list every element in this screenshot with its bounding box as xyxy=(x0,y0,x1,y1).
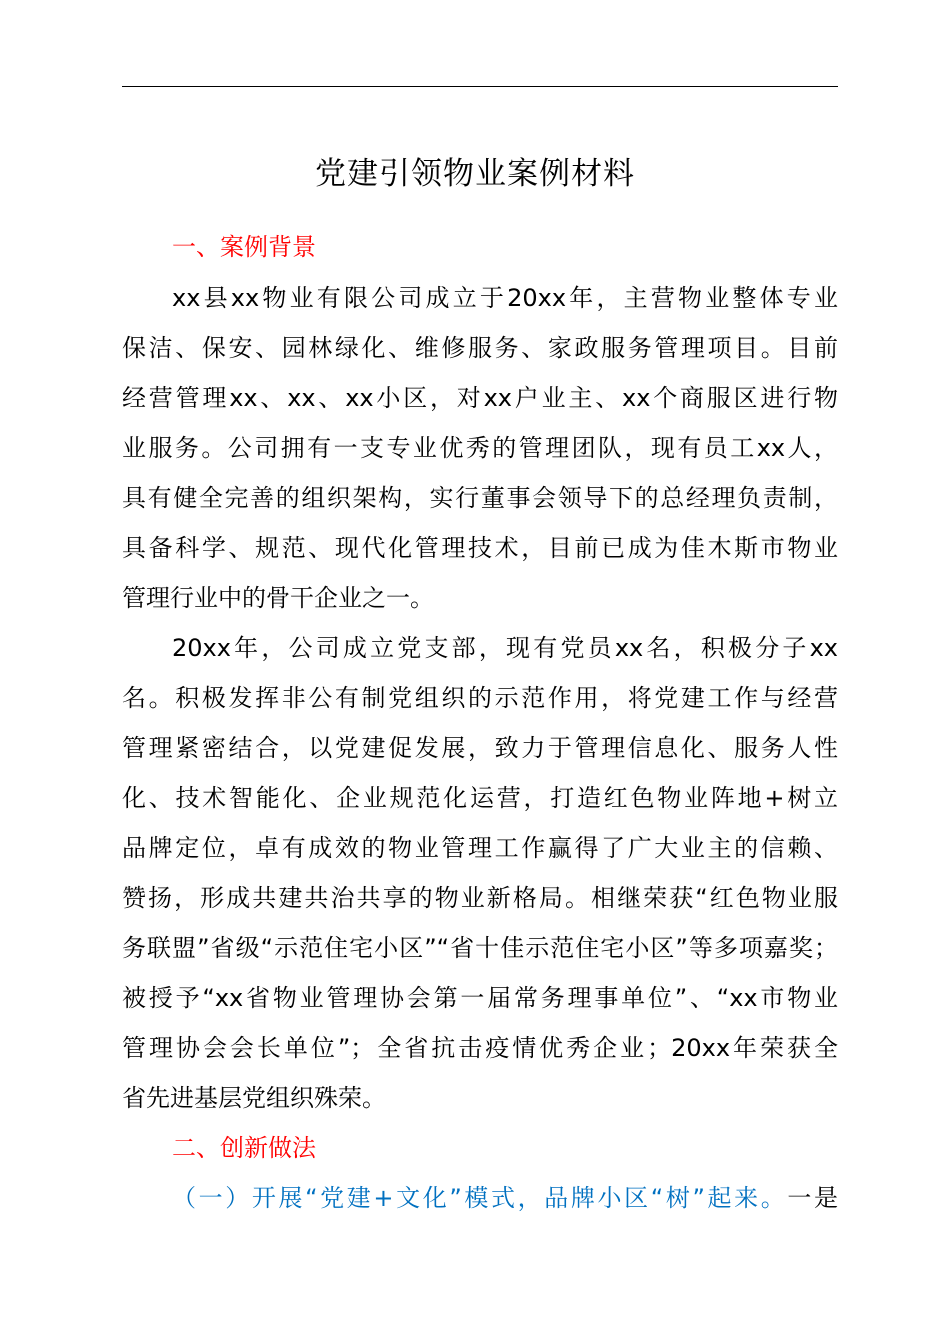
paragraph-line: 省先进基层党组织殊荣。 xyxy=(122,1084,386,1112)
paragraph-line: 管理行业中的骨干企业之一。 xyxy=(122,584,434,612)
subsection-line xyxy=(172,1181,838,1215)
paragraph-line: xx县xx物业有限公司成立于20xx年，主营物业整体专业 xyxy=(172,284,838,312)
paragraph-line: 品牌定位，卓有成效的物业管理工作赢得了广大业主的信赖、 xyxy=(122,834,838,862)
paragraph-line: 20xx年，公司成立党支部，现有党员xx名，积极分子xx xyxy=(172,634,838,662)
header-rule xyxy=(122,86,838,87)
paragraph-line: 管理紧密结合，以党建促发展，致力于管理信息化、服务人性 xyxy=(122,734,838,762)
paragraph-line: 保洁、保安、园林绿化、维修服务、家政服务管理项目。目前 xyxy=(122,334,838,362)
paragraph-line: 化、技术智能化、企业规范化运营，打造红色物业阵地+树立 xyxy=(122,784,838,812)
paragraph-line: 赞扬，形成共建共治共享的物业新格局。相继荣获“红色物业服 xyxy=(122,884,838,912)
paragraph-line: 名。积极发挥非公有制党组织的示范作用，将党建工作与经营 xyxy=(122,684,838,712)
document-title: 党建引领物业案例材料 xyxy=(315,156,635,192)
paragraph-line: 业服务。公司拥有一支专业优秀的管理团队，现有员工xx人， xyxy=(122,434,838,462)
subsection-heading: （一）开展“党建+文化”模式，品牌小区“树”起来。 xyxy=(172,1184,788,1212)
section-heading-innovation: 二、创新做法 xyxy=(172,1134,316,1162)
paragraph-line: 管理协会会长单位”；全省抗击疫情优秀企业；20xx年荣获全 xyxy=(122,1034,838,1062)
paragraph-line: 被授予“xx省物业管理协会第一届常务理事单位”、“xx市物业 xyxy=(122,984,838,1012)
paragraph-line: 经营管理xx、xx、xx小区，对xx户业主、xx个商服区进行物 xyxy=(122,384,838,412)
paragraph-line: 具备科学、规范、现代化管理技术，目前已成为佳木斯市物业 xyxy=(122,534,838,562)
section-heading-background: 一、案例背景 xyxy=(172,233,316,261)
subsection-tail-text: 一是 xyxy=(787,1184,839,1212)
paragraph-line: 具有健全完善的组织架构，实行董事会领导下的总经理负责制， xyxy=(122,484,838,512)
paragraph-line: 务联盟”省级“示范住宅小区”“省十佳示范住宅小区”等多项嘉奖； xyxy=(122,934,838,962)
